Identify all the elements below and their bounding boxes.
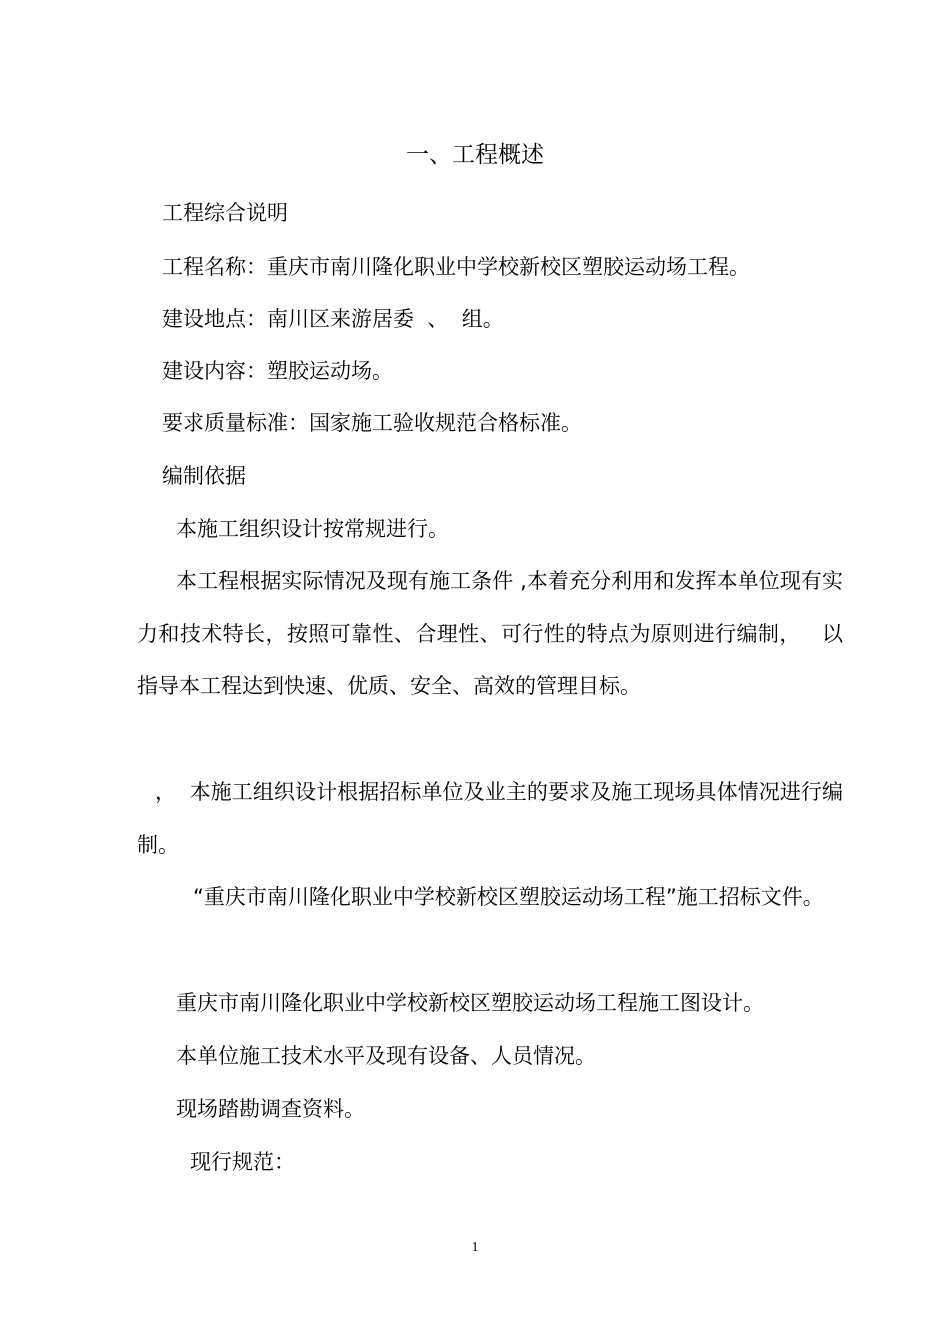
basis-intro-line: 本施工组织设计按常规进行。 [176, 517, 449, 541]
section-heading-overview: 工程综合说明 [162, 201, 288, 225]
location-line: 建设地点：南川区来游居委 、 组。 [162, 307, 504, 331]
basis-item-capacity: 本单位施工技术水平及现有设备、人员情况。 [176, 1044, 596, 1068]
basis-paragraph-3: “重庆市南川隆化职业中学校新校区塑胶运动场工程”施工招标文件。 [193, 885, 824, 909]
quality-line: 要求质量标准：国家施工验收规范合格标准。 [162, 411, 582, 435]
basis-item-drawings: 重庆市南川隆化职业中学校新校区塑胶运动场工程施工图设计。 [176, 991, 764, 1015]
basis-item-survey: 现场踏勘调查资料。 [176, 1097, 365, 1121]
content-line: 建设内容：塑胶运动场。 [162, 359, 393, 383]
basis-item-codes: 现行规范： [190, 1150, 295, 1174]
section-heading-basis: 编制依据 [162, 464, 246, 488]
basis-paragraph-2: ， 本施工组织设计根据招标单位及业主的要求及施工现场具体情况进行编制。 [137, 780, 843, 857]
page-title: 一、工程概述 [406, 142, 544, 168]
basis-paragraph-1: 本工程根据实际情况及现有施工条件 ,本着充分利用和发挥本单位现有实力和技术特长，按照可靠性、合理性、可行性的特点为原则进行编制， 以指导本工程达到快速、优质、安全、高效的管理目标。 [137, 569, 843, 698]
project-name-line: 工程名称：重庆市南川隆化职业中学校新校区塑胶运动场工程。 [162, 255, 750, 279]
page-number: 1 [471, 1240, 479, 1255]
